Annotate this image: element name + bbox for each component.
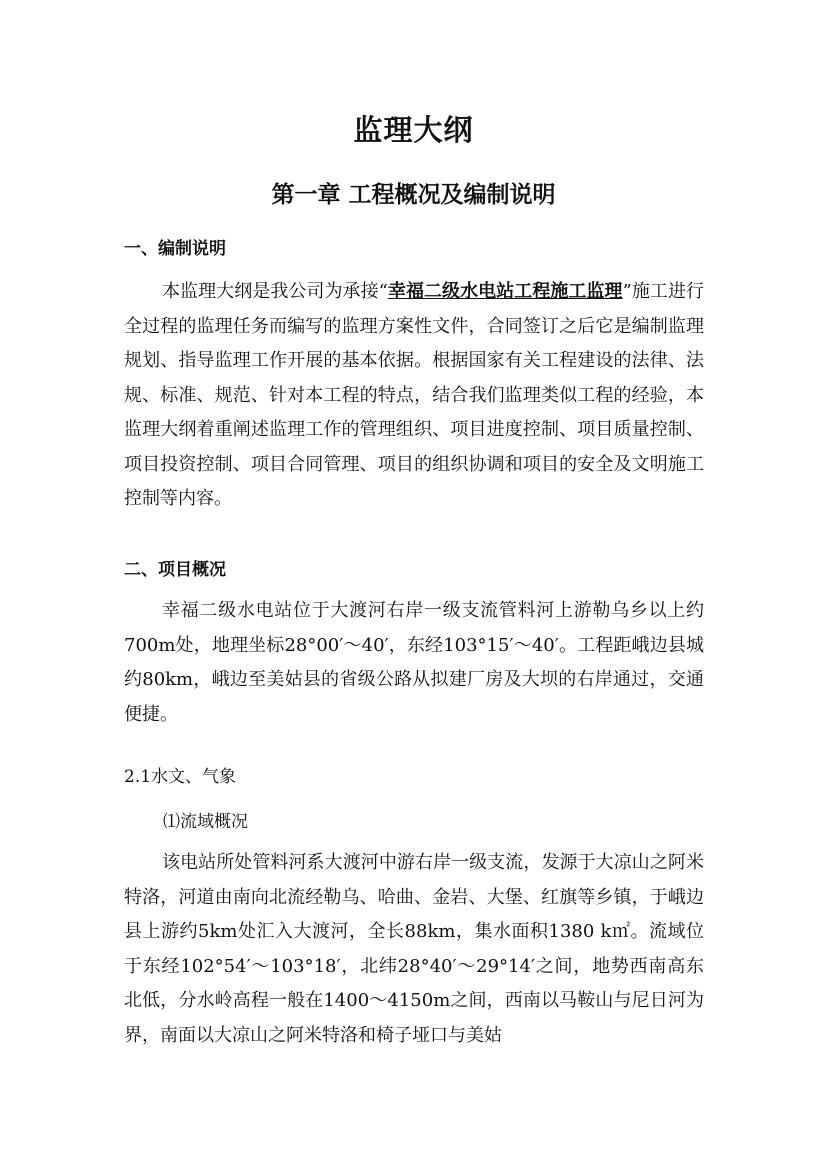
compilation-paragraph	[124, 275, 704, 517]
chapter-title: 第一章 工程概况及编制说明	[271, 181, 556, 208]
document-title: 监理大纲	[353, 113, 474, 147]
subsubsection-watershed-title: ⑴流域概况	[163, 812, 248, 832]
project-overview-paragraph: 幸福二级水电站位于大渡河右岸一级支流管料河上游勒乌乡以上约700m处，地理坐标28°00′～40′，东经103°15′～40′。工程距峨边县城约80km，峨边至美姑县的省级公路从拟建厂房及大坝的右岸通过，交通便捷。	[124, 600, 704, 725]
section-heading-project-overview: 二、项目概况	[124, 560, 226, 580]
subsection-hydrology-title: 2.1水文、气象	[124, 767, 237, 787]
watershed-paragraph: 该电站所处管料河系大渡河中游右岸一级支流，发源于大凉山之阿米特洛，河道由南向北流经勒乌、哈曲、金岩、大堡、红旗等乡镇，于峨边县上游约5km处汇入大渡河，全长88km，集水面积1380 k㎡。流域位于东经102°54′～103°18′，北纬28°40′～29°14′之间，地势西南高东北低，分水岭高程一般在1400～4150m之间，西南以马鞍山与尼日河为界，南面以大凉山之阿米特洛和椅子垭口与美姑	[124, 852, 704, 1046]
para-text-rest: ”施工进行全过程的监理任务而编写的监理方案性文件，合同签订之后它是编制监理规划、指导监理工作开展的基本依据。根据国家有关工程建设的法律、法规、标准、规范、针对本工程的特点，结合我们监理类似工程的经验，本监理大纲着重阐述监理工作的管理组织、项目进度控制、项目质量控制、项目投资控制、项目合同管理、项目的组织协调和项目的安全及文明施工控制等内容。	[124, 281, 705, 509]
para-text-start: 本监理大纲是我公司为承接“	[162, 281, 388, 302]
project-name-highlight: 幸福二级水电站工程施工监理	[387, 281, 623, 302]
section-heading-compilation: 一、编制说明	[124, 239, 226, 259]
